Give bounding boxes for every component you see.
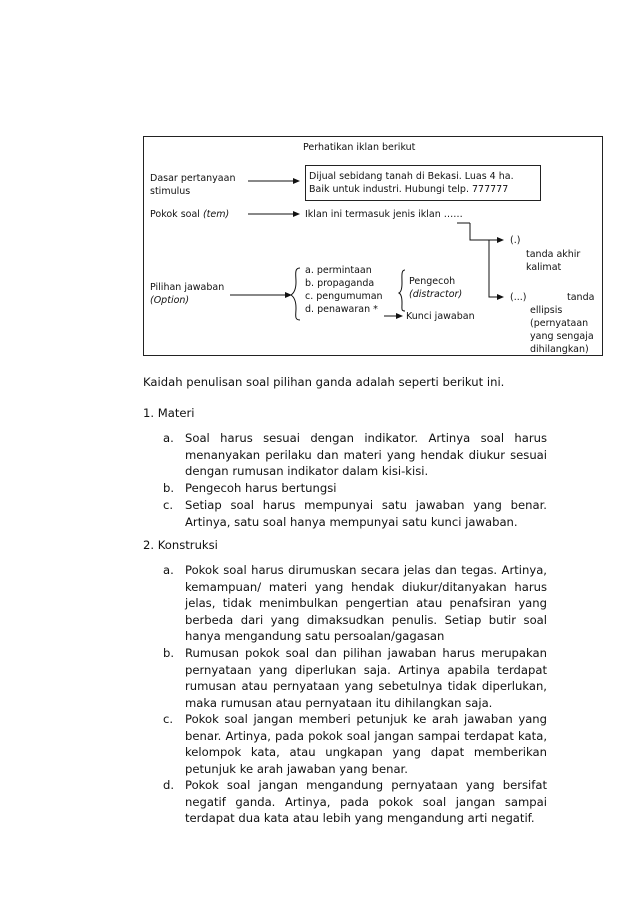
section-2-item-d (163, 777, 547, 827)
item-label: b. (163, 646, 175, 660)
section-1-heading: 1. Materi (143, 406, 195, 420)
option-b: b. propaganda (305, 278, 375, 289)
end-mark-desc-line2: kalimat (526, 262, 562, 273)
item-text: Pokok soal jangan mengandung pernyataan yang bersifat negatif ganda. Artinya, pada pokok soal jangan sampai terdapat dua kata atau lebih yang mengandung arti negatif. (185, 778, 547, 825)
ellipsis-mark: (...) (510, 292, 527, 303)
item-label: c. (163, 712, 174, 726)
section-2-item-b (163, 645, 547, 711)
item-text: Pokok soal harus dirumuskan secara jelas dan tegas. Artinya, kemampuan/ materi yang hendak diukur/ditanyakan harus jelas, tidak menimbulkan pengertian atau penafsiran yang berbeda dari yang dimaksudkan penulis. Setiap butir soal hanya mengandung satu persoalan/gagasan (185, 563, 547, 643)
end-mark-desc-line1: tanda akhir (526, 249, 581, 260)
stimulus-label-line2: stimulus (150, 186, 191, 197)
item-text: Pengecoh harus bertungsi (185, 481, 337, 495)
intro-paragraph: Kaidah penulisan soal pilihan ganda adalah seperti berikut ini. (143, 375, 505, 389)
distractor-term: (distractor) (409, 289, 463, 300)
section-2-item-c (163, 711, 547, 777)
section-2-item-a (163, 562, 547, 645)
item-text: Soal harus sesuai dengan indikator. Artinya soal harus menanyakan perilaku dan materi yang hendak diukur sesuai dengan rumusan indikator dalam kisi-kisi. (185, 431, 547, 478)
option-d: d. penawaran * (305, 304, 378, 315)
diagram-title: Perhatikan iklan berikut (303, 142, 416, 153)
stem-label-term: (tem) (202, 209, 230, 220)
item-text: Pokok soal jangan memberi petunjuk ke arah jawaban yang benar. Artinya, pada pokok soal jangan sampai terdapat kata, kelompok kata, atau ungkapan yang dapat memberikan petunjuk ke arah jawaban yang benar. (185, 712, 547, 776)
section-1-item-c (163, 497, 547, 530)
options-label-line2: (Option) (150, 295, 190, 306)
item-label: b. (163, 481, 175, 495)
distractor-label: Pengecoh (409, 276, 456, 287)
stem-label-text: Pokok soal (150, 209, 203, 220)
item-text: Rumusan pokok soal dan pilihan jawaban harus merupakan pernyataan yang diperlukan saja. Artinya apabila terdapat rumusan atau pernyataan yang sebetulnya tidak diperlukan, maka rumusan atau pernyataan itu dihilangkan saja. (185, 646, 547, 710)
item-label: a. (163, 431, 174, 445)
section-1-item-b (163, 480, 547, 497)
answer-key-label: Kunci jawaban (406, 311, 475, 322)
stimulus-text-line2: Baik untuk industri. Hubungi telp. 777777 (309, 184, 509, 195)
section-1-item-a (163, 430, 547, 480)
item-label: d. (163, 778, 175, 792)
section-2-heading: 2. Konstruksi (143, 538, 218, 552)
option-c: c. pengumuman (305, 291, 383, 302)
stem-text: Iklan ini termasuk jenis iklan …… (305, 209, 463, 220)
ellipsis-desc-line4: dihilangkan) (530, 344, 589, 355)
ellipsis-desc-line1: ellipsis (530, 305, 563, 316)
item-label: c. (163, 498, 174, 512)
options-label-line1: Pilihan jawaban (150, 282, 225, 293)
stimulus-label-line1: Dasar pertanyaan (150, 173, 236, 184)
option-a: a. permintaan (305, 265, 372, 276)
stimulus-text-line1: Dijual sebidang tanah di Bekasi. Luas 4 ha. (309, 171, 514, 182)
end-mark: (.) (510, 235, 521, 246)
item-text: Setiap soal harus mempunyai satu jawaban yang benar. Artinya, satu soal hanya mempunyai satu kunci jawaban. (185, 498, 547, 529)
stem-label (150, 208, 229, 221)
ellipsis-desc-line3: yang sengaja (530, 331, 594, 342)
ellipsis-word: tanda (567, 292, 595, 303)
ellipsis-desc-line2: (pernyataan (530, 318, 589, 329)
item-label: a. (163, 563, 174, 577)
